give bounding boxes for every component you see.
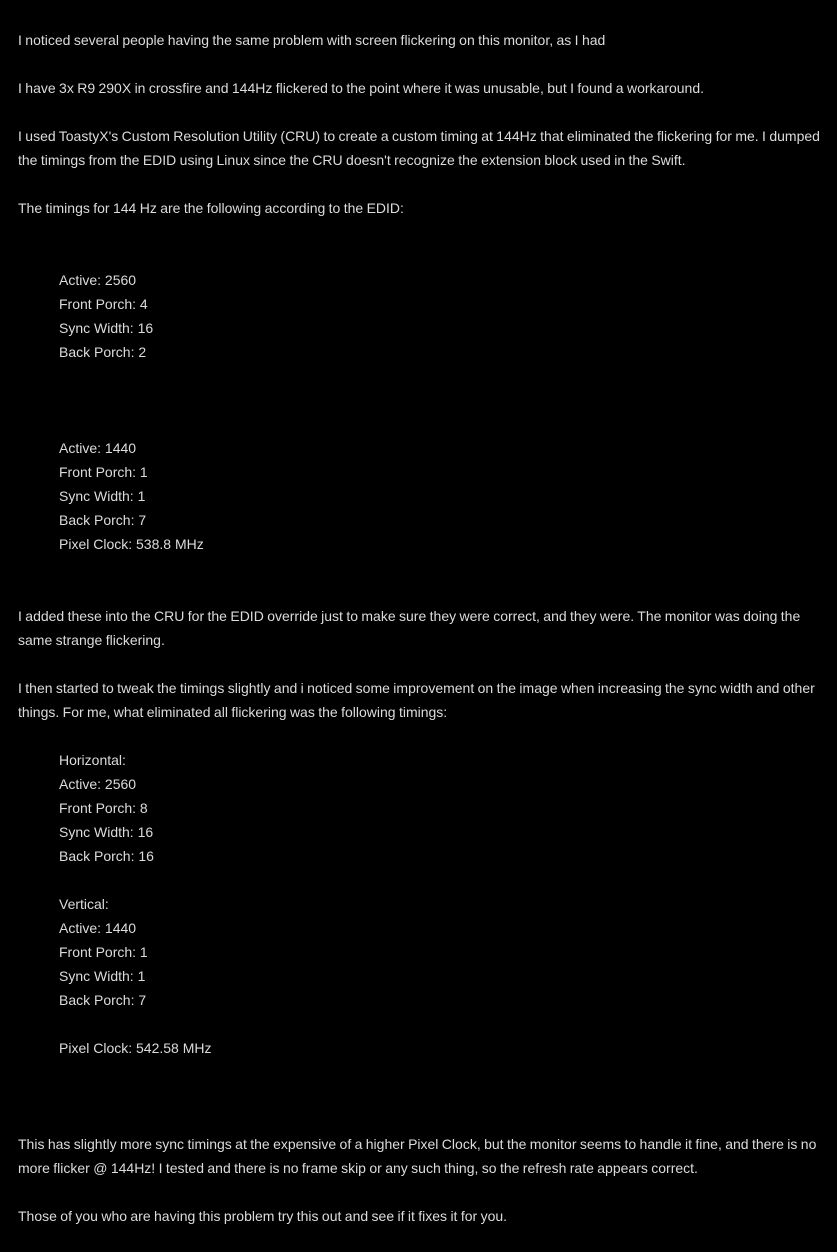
timing-line: Sync Width: 1	[59, 488, 146, 504]
timing-line: Pixel Clock: 542.58 MHz	[59, 1040, 212, 1056]
post-conclusion-paragraph: This has slightly more sync timings at the expensive of a higher Pixel Clock, but the monitor seems to handle it fine, and there is no more flicker @ 144Hz! I tested and there is no frame skip or any such thing, so the refresh rate appears correct.	[18, 1136, 817, 1176]
timing-line: Pixel Clock: 538.8 MHz	[59, 536, 204, 552]
forum-post-body	[18, 28, 837, 1252]
timing-line: Back Porch: 16	[59, 848, 154, 864]
timing-line: Back Porch: 7	[59, 992, 147, 1008]
timing-line: Active: 1440	[59, 440, 137, 456]
post-edid-intro-paragraph: The timings for 144 Hz are the following according to the EDID:	[18, 200, 404, 216]
spacer	[18, 868, 837, 892]
edid-vertical-timings	[18, 436, 837, 556]
post-cru-paragraph: I used ToastyX's Custom Resolution Utility (CRU) to create a custom timing at 144Hz that eliminated the flickering for me. I dumped the timings from the EDID using Linux since the CRU doesn't recognize the extension block used in the Swift.	[18, 128, 820, 168]
new-horizontal-timings	[18, 748, 837, 868]
spacer	[18, 556, 837, 604]
new-pixel-clock	[18, 1036, 837, 1060]
timing-line: Front Porch: 4	[59, 296, 148, 312]
edid-horizontal-timings	[18, 268, 837, 364]
timing-line: Active: 2560	[59, 776, 137, 792]
spacer	[18, 1060, 837, 1132]
timing-line: Sync Width: 16	[59, 320, 154, 336]
timing-line: Front Porch: 1	[59, 464, 148, 480]
post-tweak-paragraph: I then started to tweak the timings slightly and i noticed some improvement on the image when increasing the sync width and other things. For me, what eliminated all flickering was the following timings:	[18, 680, 815, 720]
post-intro-paragraph: I noticed several people having the same problem with screen flickering on this monitor, as I had	[18, 32, 606, 48]
timing-line: Active: 2560	[59, 272, 137, 288]
spacer	[18, 1012, 837, 1036]
timing-line: Back Porch: 2	[59, 344, 147, 360]
post-override-paragraph: I added these into the CRU for the EDID override just to make sure they were correct, and they were. The monitor was doing the same strange flickering.	[18, 608, 801, 648]
spacer	[18, 364, 837, 436]
post-closing-paragraph: Those of you who are having this problem try this out and see if it fixes it for you.	[18, 1208, 508, 1224]
timing-heading: Vertical:	[59, 896, 109, 912]
timing-line: Sync Width: 16	[59, 824, 154, 840]
spacer	[18, 220, 837, 268]
timing-line: Back Porch: 7	[59, 512, 147, 528]
new-vertical-timings	[18, 892, 837, 1012]
timing-line: Front Porch: 8	[59, 800, 148, 816]
timing-heading: Horizontal:	[59, 752, 126, 768]
post-setup-paragraph: I have 3x R9 290X in crossfire and 144Hz flickered to the point where it was unusable, but I found a workaround.	[18, 80, 705, 96]
timing-line: Sync Width: 1	[59, 968, 146, 984]
timing-line: Active: 1440	[59, 920, 137, 936]
timing-line: Front Porch: 1	[59, 944, 148, 960]
